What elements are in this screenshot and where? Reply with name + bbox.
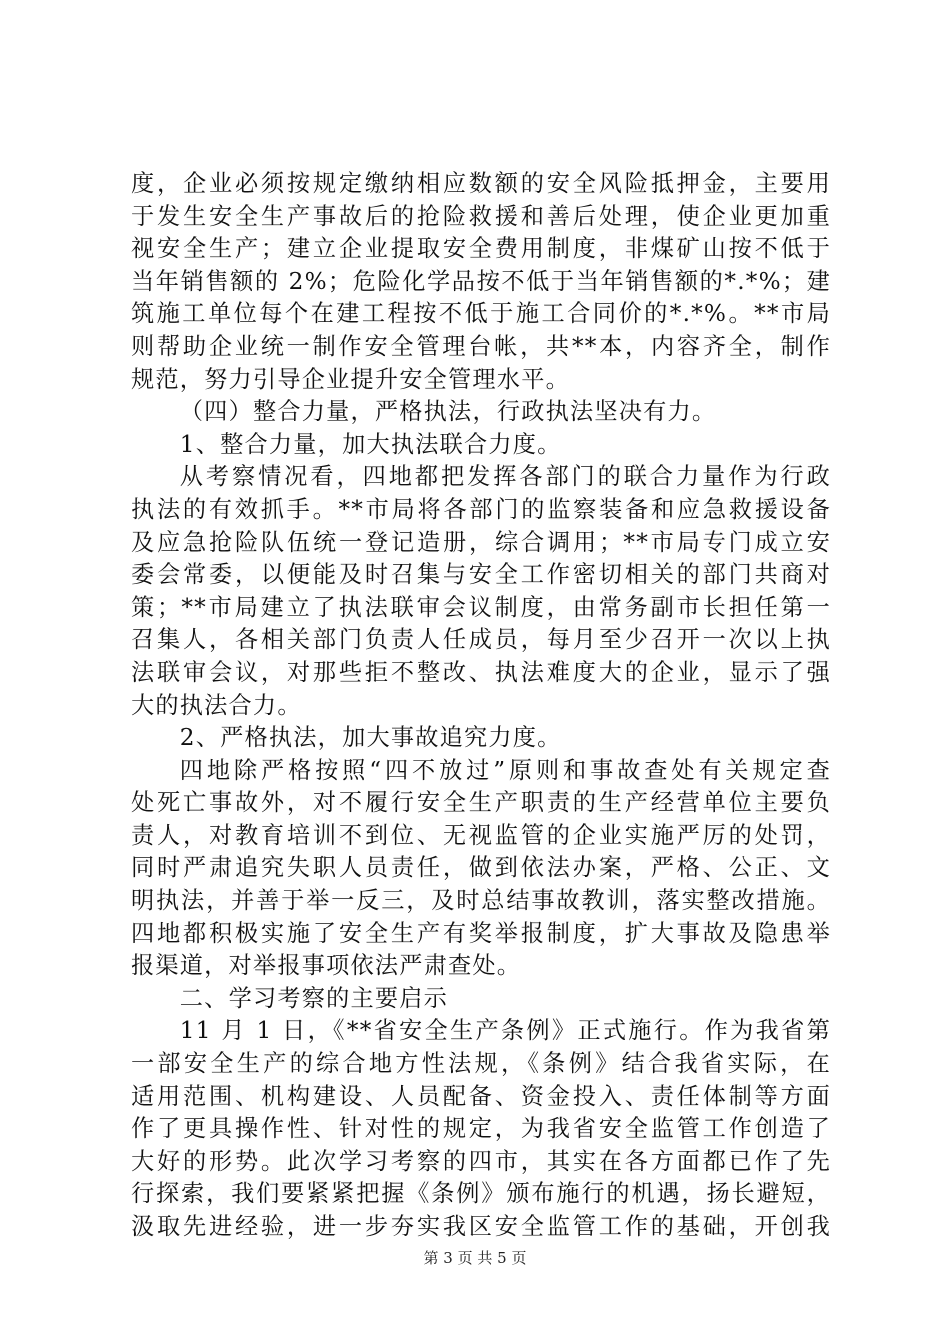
text-line: 汲取先进经验，进一步夯实我区安全监管工作的基础，开创我 [131,1213,831,1240]
text-line: 及应急抢险队伍统一登记造册，综合调用；**市局专门成立安 [131,528,831,556]
text-line: 执法的有效抓手。**市局将各部门的监察装备和应急救援设备 [131,495,831,523]
text-line: 筑施工单位每个在建工程按不低于施工合同价的*.*%。**市局 [131,300,831,328]
text-line: 策；**市局建立了执法联审会议制度，由常务副市长担任第一 [131,593,831,621]
text-line: 度，企业必须按规定缴纳相应数额的安全风险抵押金，主要用 [131,170,831,197]
text-line: 报渠道，对举报事项依法严肃查处。 [131,952,522,980]
text-line: 作了更具操作性、针对性的规定，为我省安全监管工作创造了 [131,1115,831,1143]
text-line: 从考察情况看，四地都把发挥各部门的联合力量作为行政 [179,463,831,491]
text-line: 1、整合力量，加大执法联合力度。 [179,430,562,458]
text-line: 视安全生产；建立企业提取安全费用制度，非煤矿山按不低于 [131,235,831,263]
text-line: 一部安全生产的综合地方性法规，《条例》结合我省实际，在 [131,1050,831,1078]
text-line: 规范，努力引导企业提升安全管理水平。 [131,365,570,393]
text-line: 委会常委，以便能及时召集与安全工作密切相关的部门共商对 [131,561,831,589]
text-line: 二、学习考察的主要启示 [179,984,449,1012]
text-line: 适用范围、机构建设、人员配备、资金投入、责任体制等方面 [131,1082,831,1110]
text-line: 责人，对教育培训不到位、无视监管的企业实施严厉的处罚， [131,821,831,849]
text-line: 于发生安全生产事故后的抢险救援和善后处理，使企业更加重 [131,202,831,230]
text-line: 2、严格执法，加大事故追究力度。 [179,724,562,752]
text-line: 召集人，各相关部门负责人任成员，每月至少召开一次以上执 [131,626,831,654]
text-line: 处死亡事故外，对不履行安全生产职责的生产经营单位主要负 [131,789,831,817]
text-line: 11 月 1 日，《**省安全生产条例》正式施行。作为我省第 [179,1017,831,1045]
text-line: 明执法，并善于举一反三，及时总结事故教训，落实整改措施。 [131,887,831,915]
text-line: 大的执法合力。 [131,691,302,719]
text-line: 当年销售额的 2%；危险化学品按不低于当年销售额的*.*%；建 [131,267,831,295]
text-line: 则帮助企业统一制作安全管理台帐，共**本，内容齐全，制作 [131,332,831,360]
text-line: 同时严肃追究失职人员责任，做到依法办案，严格、公正、文 [131,854,831,882]
text-line: 大好的形势。此次学习考察的四市，其实在各方面都已作了先 [131,1147,831,1175]
text-line: 行探索，我们要紧紧把握《条例》颁布施行的机遇，扬长避短， [131,1180,831,1208]
page-footer: 第 3 页 共 5 页 [423,1249,527,1267]
text-line: 法联审会议，对那些拒不整改、执法难度大的企业，显示了强 [131,658,831,686]
text-line: 四地除严格按照“四不放过”原则和事故查处有关规定查 [179,756,831,784]
text-line: （四）整合力量，严格执法，行政执法坚决有力。 [179,398,717,426]
text-line: 四地都积极实施了安全生产有奖举报制度，扩大事故及隐患举 [131,919,831,947]
document-body [131,168,831,1244]
